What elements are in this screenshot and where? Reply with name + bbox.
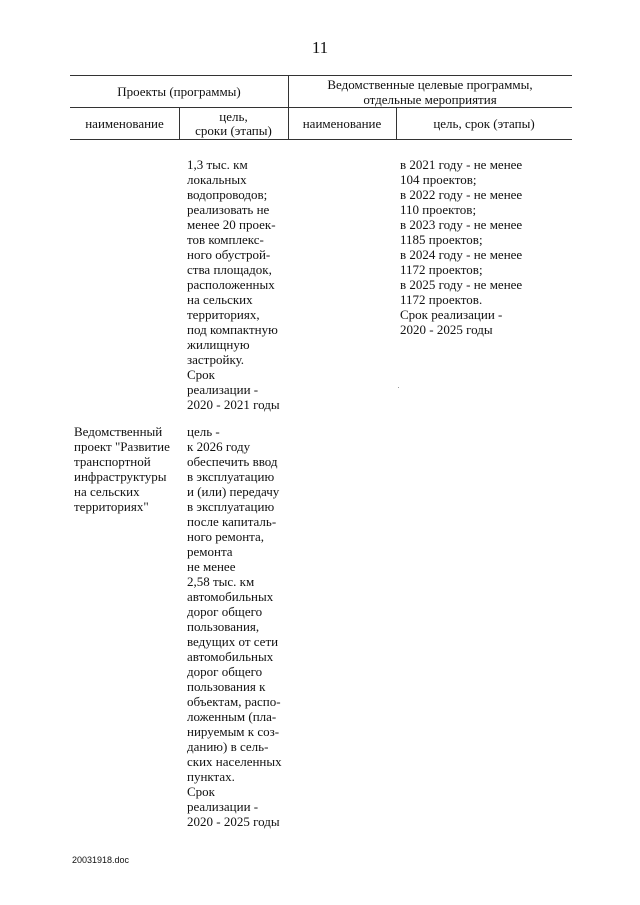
header-col-project-goal-line1: цель,: [219, 109, 248, 124]
table-top-border: [70, 75, 572, 76]
row1-project-goal: 1,3 тыс. км локальных водопроводов; реализовать не менее 20 проек- тов комплекс- ного обустрой- ства площадок, расположенных на сельских территориях, под компактную жилищную застройку. Срок реализации - 2020 - 2021 годы: [187, 157, 280, 412]
header-col-project-goal-line2: сроки (этапы): [195, 123, 272, 138]
header-group-programs-line2: отдельные мероприятия: [363, 92, 497, 107]
header-group-programs-line1: Ведомственные целевые программы,: [327, 77, 533, 92]
header-col-project-name: наименование: [85, 116, 164, 131]
table-header-bottom: [70, 139, 572, 140]
page-number: 11: [311, 38, 329, 57]
header-col-program-name: наименование: [302, 116, 382, 131]
footer-filename: 20031918.doc: [72, 855, 130, 865]
scan-speck: [398, 387, 399, 388]
header-group-projects: Проекты (программы): [117, 84, 241, 99]
row2-project-name: Ведомственный проект "Развитие транспортной инфраструктуры на сельских территориях": [74, 424, 170, 514]
header-col-program-goal: цель, срок (этапы): [433, 116, 535, 131]
row2-project-goal: цель - к 2026 году обеспечить ввод в эксплуатацию и (или) передачу в эксплуатацию после капиталь- ного ремонта, ремонта не менее 2,58 тыс. км автомобильных дорог общего пользования, ведущих от сети автомобильных дорог общего пользования к объектам, распо- ложенным (пла- нируемым к соз- данию) в сель- ских населенных пунктах. Срок реализации - 2020 - 2025 годы: [187, 424, 282, 829]
row1-program-goal: в 2021 году - не менее 104 проектов; в 2022 году - не менее 110 проектов; в 2023 году - не менее 1185 проектов; в 2024 году - не менее 1172 проектов; в 2025 году - не менее 1172 проектов. Срок реализации - 2020 - 2025 годы: [400, 157, 523, 337]
table-header-divider: [70, 107, 572, 108]
